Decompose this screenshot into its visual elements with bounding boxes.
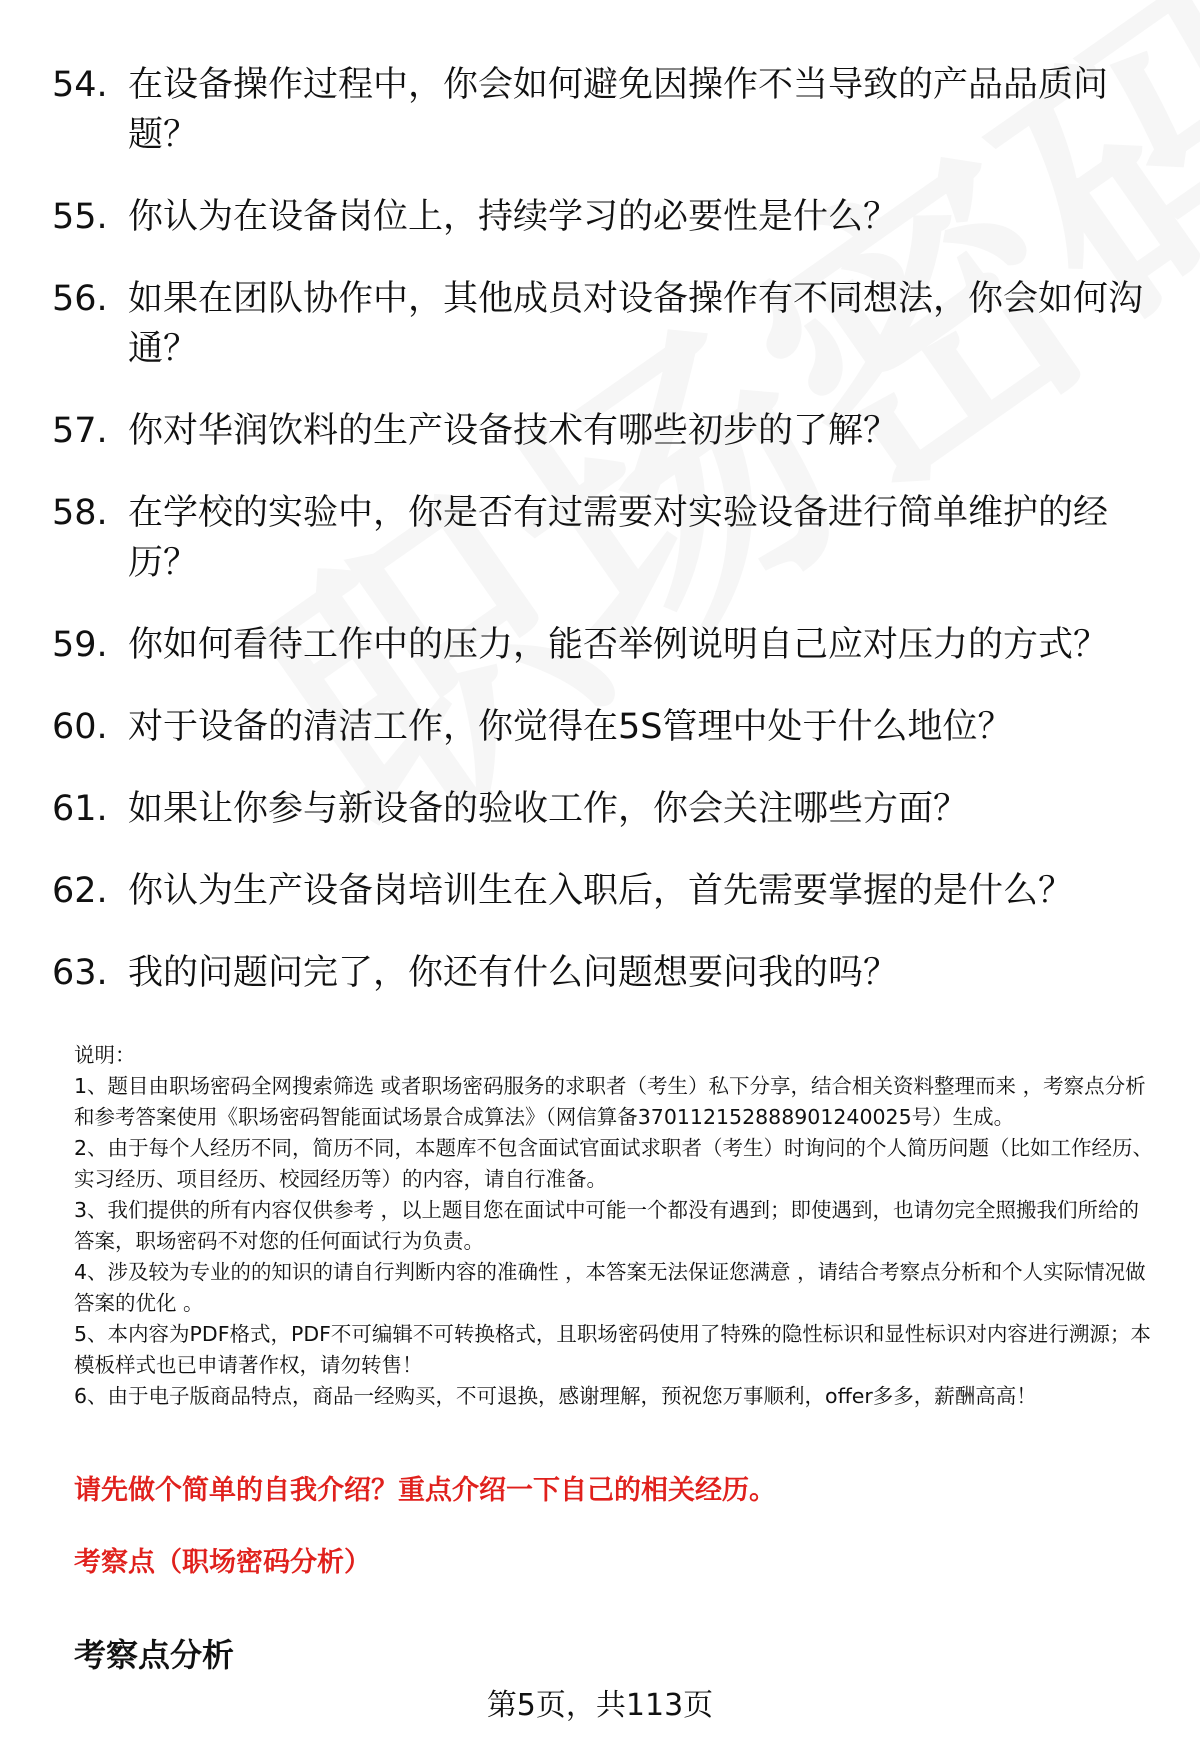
question-item <box>52 406 1162 456</box>
note-item: 3、我们提供的所有内容仅供参考 ，以上题目您在面试中可能一个都没有遇到；即使遇到，也请勿完全照搬我们所给的答案，职场密码不对您的任何面试行为负责。 <box>74 1198 1140 1253</box>
question-list <box>52 60 1162 1030</box>
question-number: 56. <box>52 279 108 319</box>
question-item <box>52 866 1162 916</box>
question-number: 60. <box>52 707 108 747</box>
question-item <box>52 192 1162 242</box>
question-number: 58. <box>52 493 108 533</box>
note-item: 1、题目由职场密码全网搜索筛选 或者职场密码服务的求职者（考生）私下分享，结合相关资料整理而来 ，考察点分析和参考答案使用《职场密码智能面试场景合成算法》（网信算备370112152888901240025号）生成。 <box>74 1074 1146 1129</box>
question-item <box>52 948 1162 998</box>
question-number: 62. <box>52 871 108 911</box>
note-item: 5、本内容为PDF格式，PDF不可编辑不可转换格式，且职场密码使用了特殊的隐性标识和显性标识对内容进行溯源；本模板样式也已申请著作权，请勿转售！ <box>74 1322 1151 1377</box>
note-item: 4、涉及较为专业的的知识的请自行判断内容的准确性 ，本答案无法保证您满意 ，请结合考察点分析和个人实际情况做答案的优化 。 <box>74 1260 1146 1315</box>
question-item <box>52 620 1162 670</box>
section-title: 考察点分析 <box>74 1636 235 1674</box>
question-text: 你如何看待工作中的压力，能否举例说明自己应对压力的方式？ <box>128 625 1109 665</box>
question-item <box>52 274 1162 374</box>
question-item <box>52 784 1162 834</box>
question-text: 如果在团队协作中，其他成员对设备操作有不同想法，你会如何沟通？ <box>128 279 1144 369</box>
question-number: 55. <box>52 197 108 237</box>
question-number: 61. <box>52 789 108 829</box>
question-text: 在设备操作过程中，你会如何避免因操作不当导致的产品品质问题？ <box>128 65 1109 155</box>
question-text: 我的问题问完了，你还有什么问题想要问我的吗？ <box>128 953 899 993</box>
question-number: 59. <box>52 625 108 665</box>
question-number: 57. <box>52 411 108 451</box>
question-text: 你对华润饮料的生产设备技术有哪些初步的了解？ <box>128 411 899 451</box>
analysis-heading: 考察点（职场密码分析） <box>74 1547 371 1578</box>
note-item: 6、由于电子版商品特点，商品一经购买，不可退换，感谢理解，预祝您万事顺利，offer多多，薪酬高高！ <box>74 1384 1037 1408</box>
question-number: 54. <box>52 65 108 105</box>
question-text: 你认为在设备岗位上，持续学习的必要性是什么？ <box>128 197 899 237</box>
highlighted-question: 请先做个简单的自我介绍？重点介绍一下自己的相关经历。 <box>74 1475 776 1506</box>
question-text: 在学校的实验中，你是否有过需要对实验设备进行简单维护的经历？ <box>128 493 1109 583</box>
question-item <box>52 60 1162 160</box>
question-item <box>52 702 1162 752</box>
notes-section <box>74 1040 1159 1412</box>
question-text: 如果让你参与新设备的验收工作，你会关注哪些方面？ <box>128 789 969 829</box>
question-number: 63. <box>52 953 108 993</box>
note-item: 2、由于每个人经历不同，简历不同，本题库不包含面试官面试求职者（考生）时询问的个人简历问题（比如工作经历、实习经历、项目经历、校园经历等）的内容，请自行准备。 <box>74 1136 1154 1191</box>
question-text: 你认为生产设备岗培训生在入职后，首先需要掌握的是什么？ <box>128 871 1074 911</box>
page-footer: 第5页，共113页 <box>486 1688 714 1723</box>
question-item <box>52 488 1162 588</box>
question-text: 对于设备的清洁工作，你觉得在5S管理中处于什么地位？ <box>128 707 1013 747</box>
notes-title: 说明： <box>74 1043 136 1067</box>
